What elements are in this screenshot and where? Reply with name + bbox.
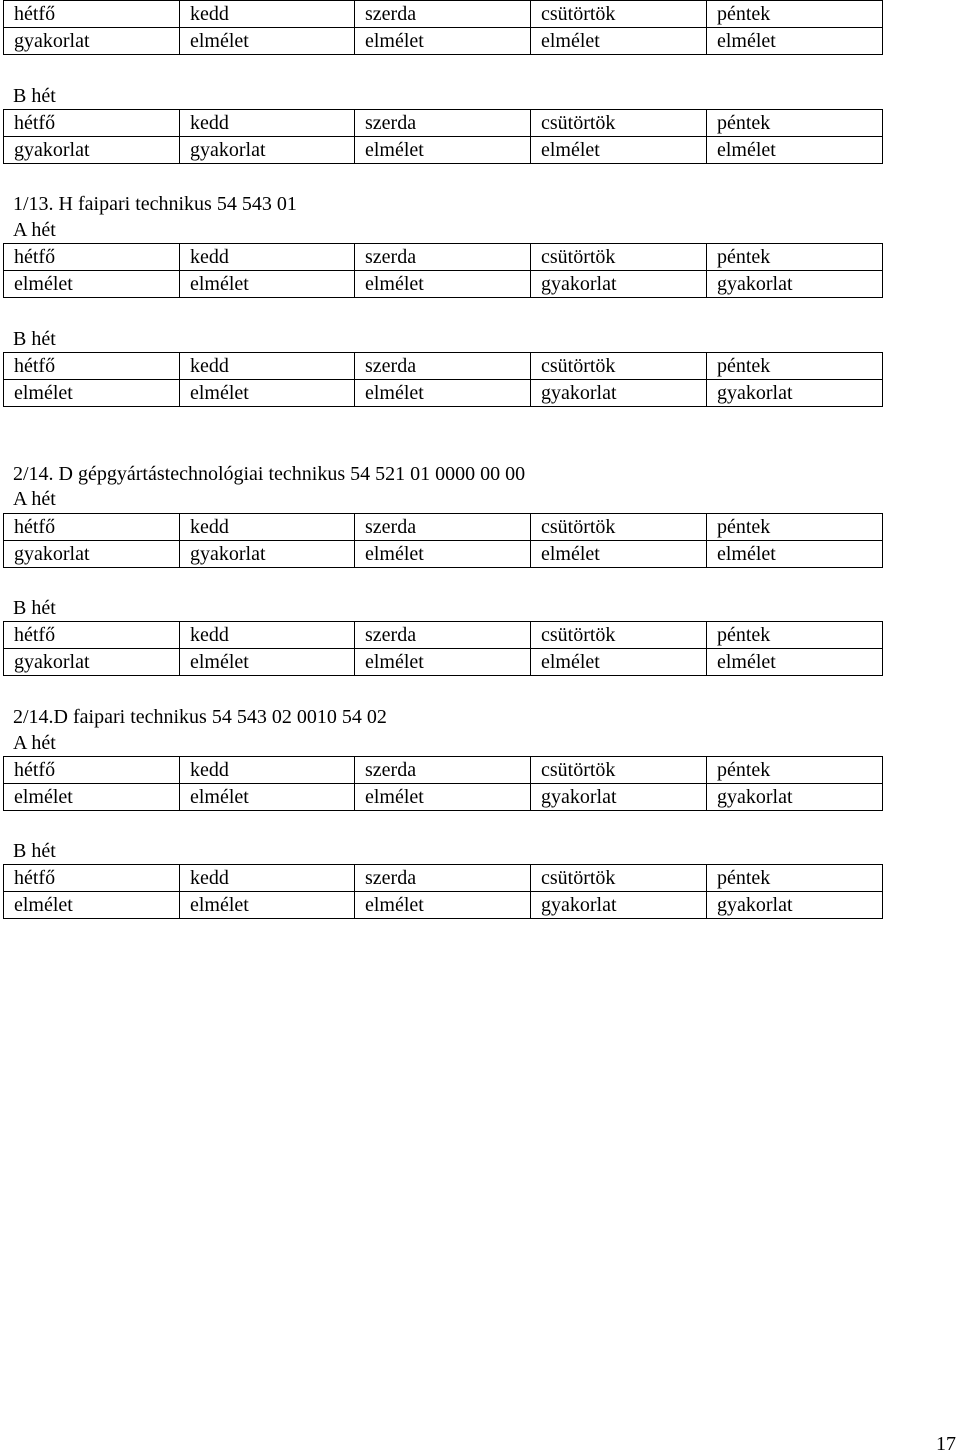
day-cell: péntek: [707, 353, 883, 380]
day-cell: csütörtök: [531, 865, 707, 892]
week-label: B hét: [13, 85, 56, 107]
day-cell: kedd: [180, 865, 355, 892]
section-heading: 1/13. H faipari technikus 54 543 01: [13, 193, 297, 215]
day-cell: szerda: [355, 244, 531, 271]
table-row: [4, 271, 883, 298]
table-row: [4, 110, 883, 137]
type-cell: gyakorlat: [707, 271, 883, 298]
type-cell: elmélet: [4, 271, 180, 298]
day-cell: hétfő: [4, 757, 180, 784]
table-row: [4, 649, 883, 676]
table-row: [4, 1, 883, 28]
schedule-table-a: [3, 513, 883, 568]
type-cell: elmélet: [4, 892, 180, 919]
schedule-table-a: [3, 756, 883, 811]
day-cell: szerda: [355, 110, 531, 137]
type-cell: elmélet: [180, 784, 355, 811]
day-cell: szerda: [355, 1, 531, 28]
type-cell: elmélet: [4, 380, 180, 407]
schedule-table-cont-a: [3, 0, 883, 55]
type-cell: gyakorlat: [4, 28, 180, 55]
type-cell: elmélet: [180, 892, 355, 919]
type-cell: gyakorlat: [180, 137, 355, 164]
type-cell: elmélet: [180, 271, 355, 298]
type-cell: elmélet: [707, 649, 883, 676]
day-cell: szerda: [355, 514, 531, 541]
schedule-table-b: [3, 352, 883, 407]
type-cell: elmélet: [355, 541, 531, 568]
type-cell: elmélet: [531, 28, 707, 55]
type-cell: elmélet: [355, 271, 531, 298]
table-row: [4, 622, 883, 649]
type-cell: gyakorlat: [707, 892, 883, 919]
day-cell: péntek: [707, 244, 883, 271]
table-row: [4, 380, 883, 407]
type-cell: gyakorlat: [707, 784, 883, 811]
day-cell: hétfő: [4, 865, 180, 892]
type-cell: elmélet: [531, 649, 707, 676]
day-cell: csütörtök: [531, 1, 707, 28]
day-cell: hétfő: [4, 244, 180, 271]
day-cell: csütörtök: [531, 622, 707, 649]
type-cell: elmélet: [355, 784, 531, 811]
week-label: A hét: [13, 488, 56, 510]
day-cell: csütörtök: [531, 757, 707, 784]
type-cell: elmélet: [707, 28, 883, 55]
day-cell: csütörtök: [531, 110, 707, 137]
type-cell: elmélet: [355, 380, 531, 407]
type-cell: elmélet: [531, 137, 707, 164]
section-heading: 2/14.D faipari technikus 54 543 02 0010 54 02: [13, 706, 387, 728]
schedule-table-b: [3, 864, 883, 919]
day-cell: csütörtök: [531, 353, 707, 380]
table-row: [4, 514, 883, 541]
type-cell: gyakorlat: [531, 892, 707, 919]
type-cell: elmélet: [707, 541, 883, 568]
type-cell: gyakorlat: [531, 380, 707, 407]
page-number: 17: [936, 1433, 956, 1455]
type-cell: elmélet: [180, 649, 355, 676]
type-cell: elmélet: [180, 28, 355, 55]
type-cell: elmélet: [180, 380, 355, 407]
day-cell: péntek: [707, 622, 883, 649]
day-cell: hétfő: [4, 1, 180, 28]
week-label: A hét: [13, 732, 56, 754]
day-cell: szerda: [355, 353, 531, 380]
table-row: [4, 137, 883, 164]
type-cell: elmélet: [707, 137, 883, 164]
day-cell: péntek: [707, 865, 883, 892]
table-row: [4, 28, 883, 55]
type-cell: elmélet: [531, 541, 707, 568]
day-cell: kedd: [180, 757, 355, 784]
day-cell: szerda: [355, 757, 531, 784]
type-cell: gyakorlat: [4, 649, 180, 676]
day-cell: péntek: [707, 1, 883, 28]
type-cell: gyakorlat: [4, 541, 180, 568]
day-cell: csütörtök: [531, 244, 707, 271]
table-row: [4, 892, 883, 919]
week-label: B hét: [13, 840, 56, 862]
day-cell: csütörtök: [531, 514, 707, 541]
day-cell: hétfő: [4, 514, 180, 541]
week-label: B hét: [13, 597, 56, 619]
type-cell: gyakorlat: [531, 271, 707, 298]
day-cell: kedd: [180, 514, 355, 541]
day-cell: kedd: [180, 110, 355, 137]
day-cell: kedd: [180, 1, 355, 28]
type-cell: elmélet: [355, 892, 531, 919]
type-cell: elmélet: [355, 28, 531, 55]
type-cell: gyakorlat: [4, 137, 180, 164]
day-cell: kedd: [180, 622, 355, 649]
type-cell: elmélet: [4, 784, 180, 811]
type-cell: elmélet: [355, 649, 531, 676]
day-cell: szerda: [355, 622, 531, 649]
type-cell: gyakorlat: [707, 380, 883, 407]
table-row: [4, 353, 883, 380]
week-label: B hét: [13, 328, 56, 350]
schedule-table-a: [3, 243, 883, 298]
day-cell: péntek: [707, 514, 883, 541]
day-cell: hétfő: [4, 622, 180, 649]
day-cell: péntek: [707, 110, 883, 137]
schedule-table-cont-b: [3, 109, 883, 164]
table-row: [4, 244, 883, 271]
table-row: [4, 757, 883, 784]
day-cell: péntek: [707, 757, 883, 784]
day-cell: hétfő: [4, 353, 180, 380]
day-cell: kedd: [180, 244, 355, 271]
day-cell: hétfő: [4, 110, 180, 137]
type-cell: gyakorlat: [180, 541, 355, 568]
day-cell: kedd: [180, 353, 355, 380]
day-cell: szerda: [355, 865, 531, 892]
type-cell: elmélet: [355, 137, 531, 164]
section-heading: 2/14. D gépgyártástechnológiai technikus 54 521 01 0000 00 00: [13, 463, 526, 485]
week-label: A hét: [13, 219, 56, 241]
schedule-table-b: [3, 621, 883, 676]
type-cell: gyakorlat: [531, 784, 707, 811]
table-row: [4, 541, 883, 568]
table-row: [4, 784, 883, 811]
table-row: [4, 865, 883, 892]
